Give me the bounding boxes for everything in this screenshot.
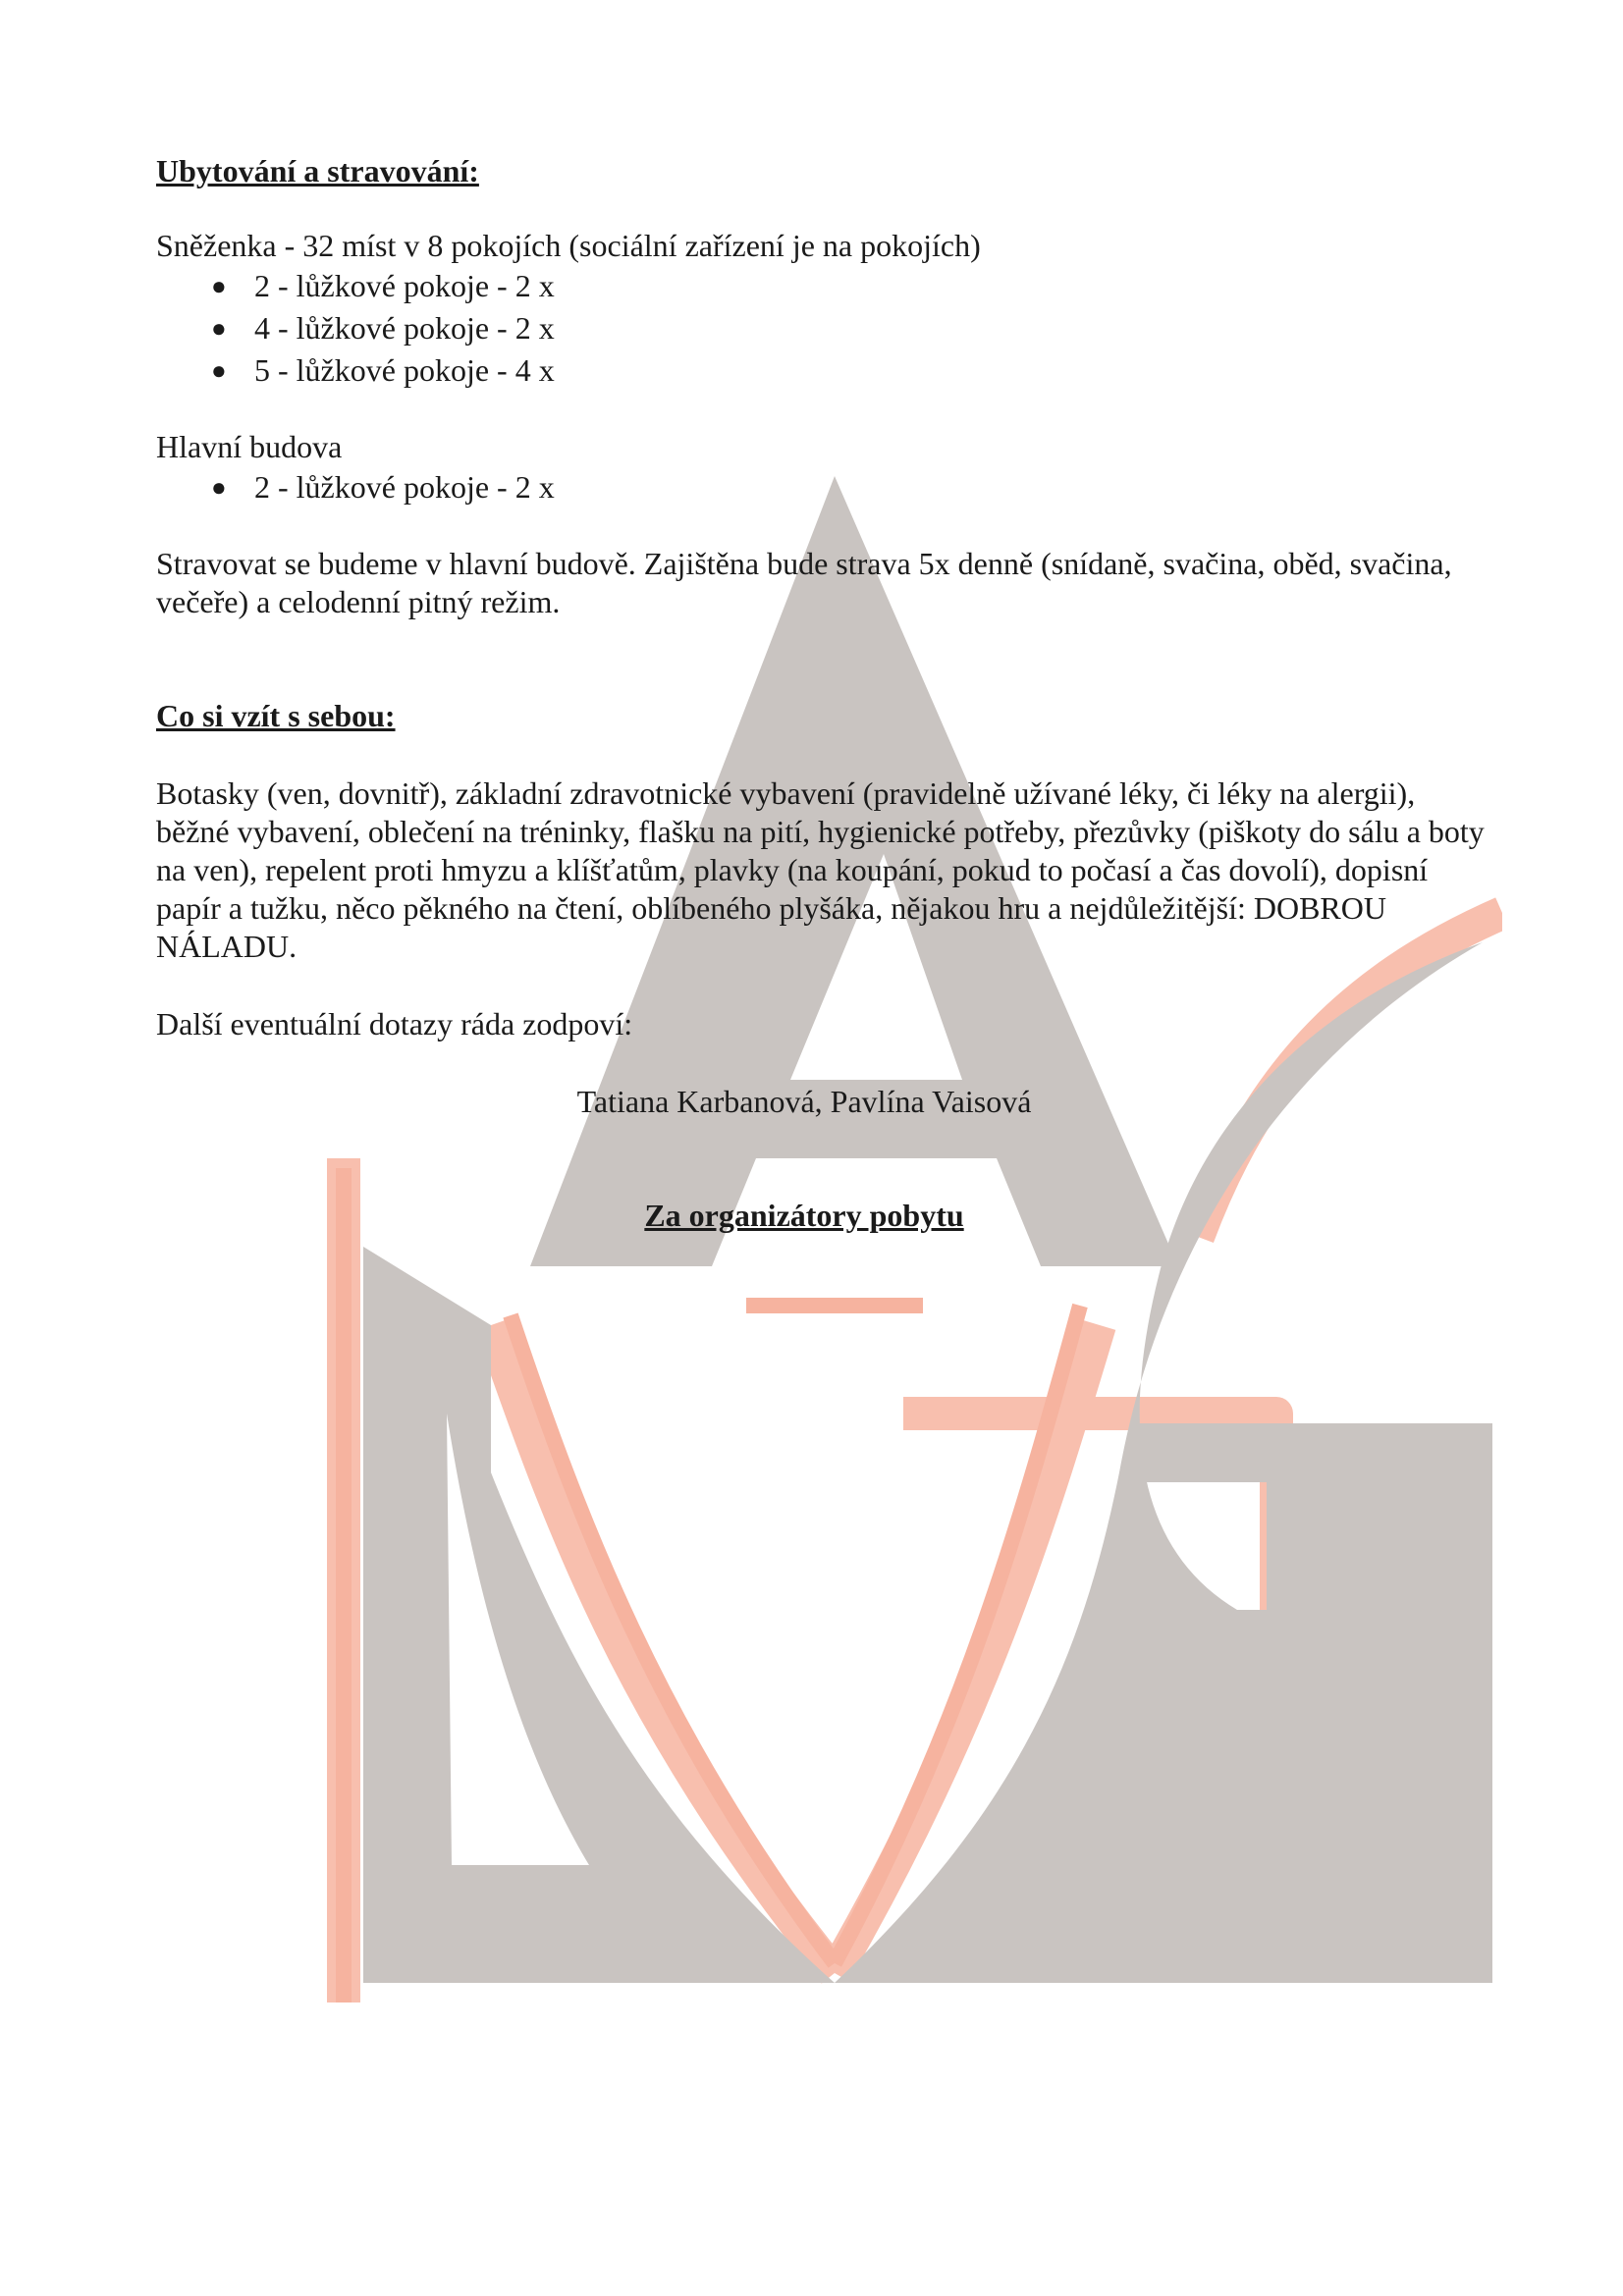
bullet-icon: ● — [211, 272, 227, 300]
bullet-icon: ● — [211, 314, 227, 343]
contact-intro: Další eventuální dotazy ráda zodpoví: — [156, 1006, 633, 1041]
contact-names: Tatiana Karbanová, Pavlína Vaisová — [576, 1084, 1032, 1119]
list-item: ● 2 - lůžkové pokoje - 2 x — [156, 466, 1491, 508]
document-body — [156, 152, 1491, 1235]
packing-heading: Co si vzít s sebou: — [156, 698, 396, 733]
list-item: ● 4 - lůžkové pokoje - 2 x — [156, 307, 1491, 349]
snezenka-room-list — [156, 265, 1491, 392]
main-building-intro: Hlavní budova — [156, 429, 343, 464]
list-item: ● 2 - lůžkové pokoje - 2 x — [156, 265, 1491, 307]
bullet-icon: ● — [211, 356, 227, 385]
packing-paragraph: Botasky (ven, dovnitř), základní zdravotnické vybavení (pravidelně užívané léky, či léky na alergii), běžné vybavení, oblečení na tréninky, flašku na pití, hygienické potřeby, přezůvky (piškoty do sálu a boty na ven), repelent proti hmyzu a klíšťatům, plavky (na koupání, pokud to počasí a čas dovolí), dopisní papír a tužku, něco pěkného na čtení, oblíbeného plyšáka, nějakou hru a nejdůležitější: DOBROU NÁLADU. — [156, 775, 1485, 964]
bullet-icon: ● — [211, 473, 227, 502]
meals-paragraph: Stravovat se budeme v hlavní budově. Zajištěna bude strava 5x denně (snídaně, svačina, oběd, svačina, večeře) a celodenní pitný režim. — [156, 546, 1452, 619]
main-building-room-list — [156, 466, 1491, 508]
accommodation-heading: Ubytování a stravování: — [156, 153, 479, 188]
list-item: ● 5 - lůžkové pokoje - 4 x — [156, 349, 1491, 392]
snezenka-intro: Sněženka - 32 míst v 8 pokojích (sociální zařízení je na pokojích) — [156, 228, 981, 263]
signature: Za organizátory pobytu — [644, 1198, 964, 1233]
